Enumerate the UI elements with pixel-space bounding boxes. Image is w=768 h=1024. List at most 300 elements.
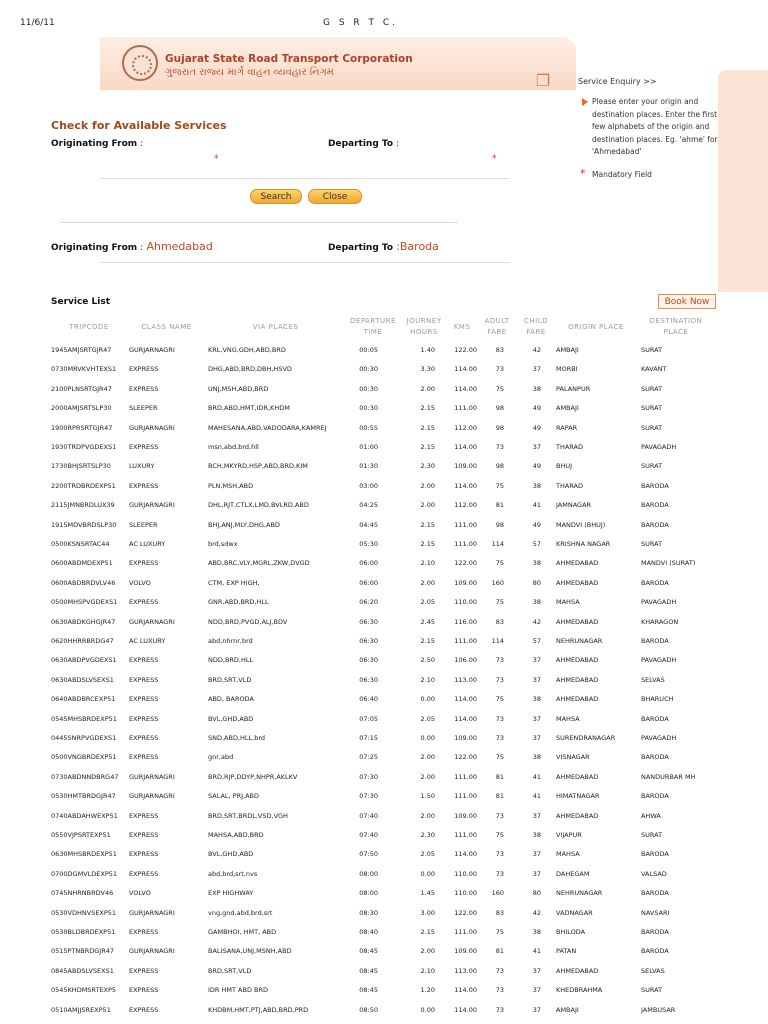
adult-fare-cell: 73 xyxy=(495,967,504,975)
departure-time-cell: 04:25 xyxy=(359,501,378,509)
selected-destination-value: :Baroda xyxy=(396,240,439,253)
origin-place-cell: RAPAR xyxy=(556,424,578,432)
child-fare-cell: 42 xyxy=(532,909,541,917)
via-places-cell: GAMBHOI, HMT, ABD xyxy=(208,928,277,936)
child-fare-cell: 37 xyxy=(532,443,541,451)
class-name-cell: EXPRESS xyxy=(129,443,159,451)
adult-fare-cell: 83 xyxy=(495,909,504,917)
adult-fare-cell: 114 xyxy=(491,637,504,645)
book-now-button[interactable]: Book Now xyxy=(658,294,716,309)
class-name-cell: SLEEPER xyxy=(129,521,158,529)
tripcode-cell[interactable]: 0740ABDAHWEXP51 xyxy=(51,812,118,820)
origin-place-cell: AHMEDABAD xyxy=(556,559,599,567)
origin-place-cell: VIJAPUR xyxy=(556,831,582,839)
tripcode-cell[interactable]: 1730BHJSRTSLP30 xyxy=(51,462,111,470)
kms-cell: 109.00 xyxy=(454,734,477,742)
class-name-cell: EXPRESS xyxy=(129,598,159,606)
tripcode-cell[interactable]: 2000AMJSRTSLP30 xyxy=(51,404,112,412)
adult-fare-cell: 81 xyxy=(495,501,504,509)
origin-place-cell: PATAN xyxy=(556,947,577,955)
journey-hours-cell: 1.50 xyxy=(420,792,435,800)
kms-cell: 110.00 xyxy=(454,870,477,878)
origin-place-cell: MAHSA xyxy=(556,850,580,858)
departure-time-cell: 05:30 xyxy=(359,540,378,548)
destination-label: Departing To : xyxy=(328,139,400,149)
departure-time-cell: 07:30 xyxy=(359,773,378,781)
tripcode-cell[interactable]: 0545MHSBRDEXP51 xyxy=(51,715,117,723)
service-list-title: Service List xyxy=(51,297,111,307)
tripcode-cell[interactable]: 2115JMNBRDLUX39 xyxy=(51,501,115,509)
via-places-cell: SALAL, PRJ,ABD xyxy=(208,792,259,800)
header-origin-place: ORIGIN PLACE xyxy=(568,323,624,331)
departure-time-cell: 08:45 xyxy=(359,967,378,975)
kms-cell: 112.00 xyxy=(454,501,477,509)
class-name-cell: GURJARNAGRI xyxy=(129,618,175,626)
tripcode-cell[interactable]: 0600ABDBRDVLV46 xyxy=(51,579,116,587)
kms-cell: 113.00 xyxy=(454,676,477,684)
origin-place-cell: KRISHNA NAGAR xyxy=(556,540,611,548)
selected-destination: Departing To :Baroda xyxy=(328,240,439,253)
class-name-cell: GURJARNAGRI xyxy=(129,346,175,354)
destination-place-cell: SELVAS xyxy=(641,676,665,684)
origin-place-cell: AHMEDABAD xyxy=(556,773,599,781)
class-name-cell: GURJARNAGRI xyxy=(129,773,175,781)
departure-time-cell: 06:00 xyxy=(359,559,378,567)
child-fare-cell: 38 xyxy=(532,831,541,839)
origin-place-cell: BHUJ xyxy=(556,462,573,470)
journey-hours-cell: 2.00 xyxy=(420,773,435,781)
class-name-cell: GURJARNAGRI xyxy=(129,424,175,432)
child-fare-cell: 38 xyxy=(532,928,541,936)
origin-place-cell: HIMATNAGAR xyxy=(556,792,600,800)
destination-place-cell: PAVAGADH xyxy=(641,656,677,664)
destination-place-cell: BARODA xyxy=(641,579,669,587)
journey-hours-cell: 2.00 xyxy=(420,947,435,955)
departure-time-cell: 08:00 xyxy=(359,870,378,878)
kms-cell: 111.00 xyxy=(454,521,477,529)
destination-place-cell: PAVAGADH xyxy=(641,734,677,742)
class-name-cell: EXPRESS xyxy=(129,831,159,839)
destination-place-cell: BARODA xyxy=(641,889,669,897)
kms-cell: 114.00 xyxy=(454,482,477,490)
via-places-cell: UNJ,MSH,ABD,BRD xyxy=(208,385,269,393)
class-name-cell: AC LUXURY xyxy=(129,637,166,645)
origin-place-cell: MAHSA xyxy=(556,715,580,723)
via-places-cell: abd,brd,srt,nvs xyxy=(208,870,258,878)
adult-fare-cell: 75 xyxy=(495,831,504,839)
header-departure-time: DEPARTURE TIME xyxy=(350,317,396,336)
mandatory-field-note: Mandatory Field xyxy=(592,170,652,179)
kms-cell: 122.00 xyxy=(454,559,477,567)
departure-time-cell: 07:40 xyxy=(359,831,378,839)
tripcode-cell[interactable]: 1945AMJSRTGJR47 xyxy=(51,346,112,354)
journey-hours-cell: 2.00 xyxy=(420,753,435,761)
journey-hours-cell: 2.15 xyxy=(420,404,435,412)
adult-fare-cell: 73 xyxy=(495,676,504,684)
origin-place-cell: AHMEDABAD xyxy=(556,618,599,626)
gsrtc-logo-icon xyxy=(122,45,158,81)
departure-time-cell: 06:30 xyxy=(359,676,378,684)
origin-place-cell: NEHRUNAGAR xyxy=(556,637,603,645)
kms-cell: 110.00 xyxy=(454,598,477,606)
kms-cell: 109.00 xyxy=(454,947,477,955)
header-adult-fare: ADULT FARE xyxy=(484,317,510,336)
origin-label: Originating From : xyxy=(51,139,144,149)
journey-hours-cell: 2.05 xyxy=(420,850,435,858)
destination-place-cell: BARODA xyxy=(641,928,669,936)
adult-fare-cell: 114 xyxy=(491,540,504,548)
departure-time-cell: 08:00 xyxy=(359,889,378,897)
via-places-cell: BRD,ABD,HMT,IDR,KHDM xyxy=(208,404,290,412)
tripcode-cell[interactable]: 0700DGMVLDEXP51 xyxy=(51,870,118,878)
tripcode-cell[interactable]: 0630ABDSLVSEXS1 xyxy=(51,676,114,684)
destination-place-cell: VALSAD xyxy=(641,870,667,878)
kms-cell: 114.00 xyxy=(454,715,477,723)
tripcode-cell[interactable]: 0515PTNBRDGJR47 xyxy=(51,947,115,955)
tripcode-cell[interactable]: 0640ABDBRCEXP51 xyxy=(51,695,116,703)
child-fare-cell: 80 xyxy=(532,889,541,897)
destination-place-cell: KHARAGON xyxy=(641,618,679,626)
child-fare-cell: 49 xyxy=(532,404,541,412)
origin-place-cell: KHEDBRAHMA xyxy=(556,986,603,994)
destination-place-cell: BARODA xyxy=(641,501,669,509)
destination-place-cell: SURAT xyxy=(641,462,663,470)
journey-hours-cell: 0.00 xyxy=(420,1006,435,1014)
tripcode-cell[interactable]: 0630ABDPVGDEXS1 xyxy=(51,656,117,664)
tripcode-cell[interactable]: 2200TRDBRDEXP51 xyxy=(51,482,116,490)
child-fare-cell: 37 xyxy=(532,870,541,878)
destination-place-cell: BARODA xyxy=(641,715,669,723)
class-name-cell: VOLVO xyxy=(129,579,151,587)
tripcode-cell[interactable]: 0845ABDSLVSEXS1 xyxy=(51,967,114,975)
adult-fare-cell: 83 xyxy=(495,346,504,354)
kms-cell: 122.00 xyxy=(454,909,477,917)
destination-place-cell: SELVAS xyxy=(641,967,665,975)
destination-place-cell: SURAT xyxy=(641,404,663,412)
destination-place-cell: SURAT xyxy=(641,986,663,994)
class-name-cell: EXPRESS xyxy=(129,928,159,936)
departure-time-cell: 01:00 xyxy=(359,443,378,451)
header-kms: KMS xyxy=(453,323,471,331)
via-places-cell: vng,gnd,abd,brd,srt xyxy=(208,909,273,917)
tripcode-cell[interactable]: 0730MRVKVHTEXS1 xyxy=(51,365,117,373)
journey-hours-cell: 2.15 xyxy=(420,443,435,451)
close-button[interactable]: Close xyxy=(308,189,362,204)
destination-place-cell: JAMBUSAR xyxy=(641,1006,676,1014)
origin-place-cell: THARAD xyxy=(556,443,584,451)
departure-time-cell: 01:30 xyxy=(359,462,378,470)
child-fare-cell: 41 xyxy=(532,773,541,781)
class-name-cell: EXPRESS xyxy=(129,850,159,858)
via-places-cell: NDD,BRD,PVGD,ALJ,BDV xyxy=(208,618,288,626)
via-places-cell: IDR HMT ABD BRD xyxy=(208,986,268,994)
journey-hours-cell: 3.00 xyxy=(420,909,435,917)
journey-hours-cell: 2.50 xyxy=(420,656,435,664)
child-fare-cell: 49 xyxy=(532,424,541,432)
journey-hours-cell: 2.15 xyxy=(420,928,435,936)
journey-hours-cell: 2.00 xyxy=(420,579,435,587)
destination-required-star: * xyxy=(492,154,497,164)
adult-fare-cell: 73 xyxy=(495,443,504,451)
header-child-fare: CHILD FARE xyxy=(523,317,548,336)
journey-hours-cell: 2.15 xyxy=(420,424,435,432)
adult-fare-cell: 73 xyxy=(495,986,504,994)
class-name-cell: VOLVO xyxy=(129,889,151,897)
class-name-cell: GURJARNAGRI xyxy=(129,792,175,800)
departure-time-cell: 06:00 xyxy=(359,579,378,587)
tripcode-cell[interactable]: 0510AMJJSREXP51 xyxy=(51,1006,111,1014)
origin-place-cell: AHMEDABAD xyxy=(556,656,599,664)
adult-fare-cell: 98 xyxy=(495,424,504,432)
via-places-cell: PLN,MSH,ABD xyxy=(208,482,254,490)
origin-place-cell: AMBAJI xyxy=(556,404,579,412)
departure-time-cell: 00:30 xyxy=(359,404,378,412)
print-title: G S R T C. xyxy=(323,18,399,28)
origin-place-cell: JAMNAGAR xyxy=(556,501,592,509)
kms-cell: 114.00 xyxy=(454,695,477,703)
journey-hours-cell: 0.00 xyxy=(420,734,435,742)
adult-fare-cell: 75 xyxy=(495,928,504,936)
origin-required-star: * xyxy=(214,154,219,164)
destination-place-cell: SURAT xyxy=(641,385,663,393)
section-divider xyxy=(60,222,458,223)
selected-origin-value: Ahmedabad xyxy=(146,240,213,253)
via-places-cell: DHG,ABD,BRD,DBH,HSVD xyxy=(208,365,292,373)
mandatory-star-icon: * xyxy=(580,167,586,180)
header-journey-hours: JOURNEY HOURS xyxy=(406,317,442,336)
child-fare-cell: 37 xyxy=(532,365,541,373)
class-name-cell: GURJARNAGRI xyxy=(129,501,175,509)
via-places-cell: abd,nhrnr,brd xyxy=(208,637,253,645)
adult-fare-cell: 75 xyxy=(495,753,504,761)
journey-hours-cell: 3.30 xyxy=(420,365,435,373)
header-tripcode: TRIPCODE xyxy=(69,323,109,331)
child-fare-cell: 49 xyxy=(532,462,541,470)
tripcode-cell[interactable]: 0600ABDMDEXP51 xyxy=(51,559,113,567)
hint-text: Please enter your origin and destination places. Enter the first few alphabets of the origin and destination places. Eg. 'ahme' for 'Ahmedabad' xyxy=(592,97,718,156)
child-fare-cell: 38 xyxy=(532,598,541,606)
departure-time-cell: 06:30 xyxy=(359,656,378,664)
class-name-cell: EXPRESS xyxy=(129,986,159,994)
class-name-cell: EXPRESS xyxy=(129,734,159,742)
origin-place-cell: AMBAJI xyxy=(556,346,579,354)
tripcode-cell[interactable]: 1915MDVBRDSLP30 xyxy=(51,521,117,529)
check-services-title: Check for Available Services xyxy=(51,119,227,132)
enquiry-box-icon: ❐ xyxy=(535,71,551,90)
tripcode-cell[interactable]: 0530BLDBRDEXP51 xyxy=(51,928,116,936)
departure-time-cell: 08:30 xyxy=(359,909,378,917)
destination-place-cell: MANDVI (SURAT) xyxy=(641,559,696,567)
origin-place-cell: BHILODA xyxy=(556,928,586,936)
class-name-cell: EXPRESS xyxy=(129,385,159,393)
destination-place-cell: BARODA xyxy=(641,482,669,490)
tripcode-cell[interactable]: 0445SNRPVGDEXS1 xyxy=(51,734,117,742)
class-name-cell: EXPRESS xyxy=(129,656,159,664)
kms-cell: 109.00 xyxy=(454,462,477,470)
origin-place-cell: MORBI xyxy=(556,365,578,373)
destination-place-cell: BARODA xyxy=(641,792,669,800)
departure-time-cell: 03:00 xyxy=(359,482,378,490)
tripcode-cell[interactable]: 0530HMTBRDGJR47 xyxy=(51,792,116,800)
origin-place-cell: SURENDRANAGAR xyxy=(556,734,616,742)
destination-place-cell: BARODA xyxy=(641,521,669,529)
adult-fare-cell: 81 xyxy=(495,773,504,781)
adult-fare-cell: 73 xyxy=(495,850,504,858)
adult-fare-cell: 83 xyxy=(495,618,504,626)
tripcode-cell[interactable]: 0630ABDKGHGJR47 xyxy=(51,618,116,626)
tripcode-cell[interactable]: 0545KHDMSRTEXP5 xyxy=(51,986,117,994)
journey-hours-cell: 2.30 xyxy=(420,831,435,839)
departure-time-cell: 04:45 xyxy=(359,521,378,529)
kms-cell: 114.00 xyxy=(454,365,477,373)
tripcode-cell[interactable]: 0730ABDNNDBRG47 xyxy=(51,773,119,781)
corporation-name-gujarati: ગુજરાત રાજ્ય માર્ગ વાહન વ્યવહાર નિગમ xyxy=(165,67,334,78)
departure-time-cell: 00:05 xyxy=(359,346,378,354)
class-name-cell: EXPRESS xyxy=(129,870,159,878)
via-places-cell: CTM, EXP HIGH, xyxy=(208,579,260,587)
child-fare-cell: 57 xyxy=(532,637,541,645)
class-name-cell: EXPRESS xyxy=(129,365,159,373)
tripcode-cell[interactable]: 1900RPRSRTGJR47 xyxy=(51,424,113,432)
departure-time-cell: 08:50 xyxy=(359,1006,378,1014)
tripcode-cell[interactable]: 0550VJPSRTEXP51 xyxy=(51,831,111,839)
destination-place-cell: SURAT xyxy=(641,540,663,548)
origin-place-cell: AHMEDABAD xyxy=(556,695,599,703)
kms-cell: 113.00 xyxy=(454,967,477,975)
class-name-cell: AC LUXURY xyxy=(129,540,166,548)
destination-place-cell: SURAT xyxy=(641,424,663,432)
sidebar-edge xyxy=(718,70,768,292)
tripcode-cell[interactable]: 0530VDHNVSEXP51 xyxy=(51,909,117,917)
destination-place-cell: BARODA xyxy=(641,947,669,955)
child-fare-cell: 37 xyxy=(532,850,541,858)
departure-time-cell: 07:15 xyxy=(359,734,378,742)
origin-place-cell: THARAD xyxy=(556,482,584,490)
kms-cell: 114.00 xyxy=(454,986,477,994)
kms-cell: 116.00 xyxy=(454,618,477,626)
child-fare-cell: 38 xyxy=(532,482,541,490)
search-button[interactable]: Search xyxy=(250,189,302,204)
origin-place-cell: AHMEDABAD xyxy=(556,579,599,587)
destination-place-cell: NANDURBAR MH xyxy=(641,773,696,781)
kms-cell: 109.00 xyxy=(454,579,477,587)
tripcode-cell[interactable]: 0500MHSPVGDEXS1 xyxy=(51,598,118,606)
journey-hours-cell: 1.20 xyxy=(420,986,435,994)
class-name-cell: EXPRESS xyxy=(129,1006,159,1014)
via-places-cell: BHJ,ANJ,MLY,DHG,ABD xyxy=(208,521,280,529)
kms-cell: 111.00 xyxy=(454,831,477,839)
journey-hours-cell: 2.00 xyxy=(420,482,435,490)
child-fare-cell: 37 xyxy=(532,734,541,742)
kms-cell: 114.00 xyxy=(454,850,477,858)
journey-hours-cell: 2.00 xyxy=(420,385,435,393)
journey-hours-cell: 2.00 xyxy=(420,501,435,509)
kms-cell: 111.00 xyxy=(454,928,477,936)
origin-place-cell: MAHSA xyxy=(556,598,580,606)
adult-fare-cell: 73 xyxy=(495,715,504,723)
tripcode-cell[interactable]: 0620HHRRBRDG47 xyxy=(51,637,114,645)
journey-hours-cell: 2.05 xyxy=(420,715,435,723)
class-name-cell: GURJARNAGRI xyxy=(129,909,175,917)
destination-place-cell: NAVSARI xyxy=(641,909,670,917)
departure-time-cell: 08:45 xyxy=(359,986,378,994)
departure-time-cell: 00:55 xyxy=(359,424,378,432)
via-places-cell: BCH,MKYRD,HSP,ABD,BRD,KIM xyxy=(208,462,308,470)
print-date: 11/6/11 xyxy=(20,18,55,28)
journey-hours-cell: 2.10 xyxy=(420,676,435,684)
class-name-cell: EXPRESS xyxy=(129,967,159,975)
journey-hours-cell: 2.15 xyxy=(420,540,435,548)
hint-arrow-icon xyxy=(582,98,588,106)
kms-cell: 122.00 xyxy=(454,346,477,354)
departure-time-cell: 07:05 xyxy=(359,715,378,723)
departure-time-cell: 06:30 xyxy=(359,618,378,626)
departure-time-cell: 06:30 xyxy=(359,637,378,645)
kms-cell: 111.00 xyxy=(454,637,477,645)
via-places-cell: ABD, BARODA xyxy=(208,695,254,703)
destination-place-cell: PAVAGADH xyxy=(641,598,677,606)
adult-fare-cell: 75 xyxy=(495,598,504,606)
departure-time-cell: 06:20 xyxy=(359,598,378,606)
journey-hours-cell: 2.30 xyxy=(420,462,435,470)
origin-place-cell: AHMEDABAD xyxy=(556,812,599,820)
tripcode-cell[interactable]: 0500VNGBRDEXP51 xyxy=(51,753,117,761)
result-divider xyxy=(100,262,510,263)
adult-fare-cell: 73 xyxy=(495,812,504,820)
service-enquiry-link[interactable]: Service Enquiry >> xyxy=(578,77,657,86)
child-fare-cell: 41 xyxy=(532,792,541,800)
tripcode-cell[interactable]: 0500KSNSRTAC44 xyxy=(51,540,110,548)
origin-place-cell: AMBAJI xyxy=(556,1006,579,1014)
class-name-cell: EXPRESS xyxy=(129,482,159,490)
header-destination-place: DESTINATION PLACE xyxy=(649,317,703,336)
origin-place-cell: NEHRUNAGAR xyxy=(556,889,603,897)
via-places-cell: BRD,SRT,VLD xyxy=(208,676,252,684)
header-class-name: CLASS NAME xyxy=(141,323,192,331)
class-name-cell: EXPRESS xyxy=(129,715,159,723)
adult-fare-cell: 81 xyxy=(495,792,504,800)
via-places-cell: EXP HIGHWAY xyxy=(208,889,254,897)
origin-place-cell: PALANPUR xyxy=(556,385,591,393)
kms-cell: 122.00 xyxy=(454,753,477,761)
journey-hours-cell: 2.10 xyxy=(420,967,435,975)
destination-place-cell: PAVAGADH xyxy=(641,443,677,451)
journey-hours-cell: 1.45 xyxy=(420,889,435,897)
kms-cell: 106.00 xyxy=(454,656,477,664)
origin-place-cell: VADNAGAR xyxy=(556,909,593,917)
tripcode-cell[interactable]: 1930TRDPVGDEXS1 xyxy=(51,443,117,451)
child-fare-cell: 38 xyxy=(532,385,541,393)
adult-fare-cell: 75 xyxy=(495,482,504,490)
journey-hours-cell: 2.00 xyxy=(420,812,435,820)
child-fare-cell: 37 xyxy=(532,967,541,975)
adult-fare-cell: 75 xyxy=(495,385,504,393)
adult-fare-cell: 98 xyxy=(495,462,504,470)
departure-time-cell: 06:40 xyxy=(359,695,378,703)
destination-place-cell: SURAT xyxy=(641,346,663,354)
kms-cell: 114.00 xyxy=(454,443,477,451)
via-places-cell: BRD,SRT,BRDL,VSD,VGH xyxy=(208,812,288,820)
kms-cell: 109.00 xyxy=(454,812,477,820)
tripcode-cell[interactable]: 2100PLNSRTGJR47 xyxy=(51,385,112,393)
child-fare-cell: 41 xyxy=(532,947,541,955)
tripcode-cell[interactable]: 0630MHSBRDEXP51 xyxy=(51,850,117,858)
tripcode-cell[interactable]: 0745NHRNBRDV46 xyxy=(51,889,114,897)
corporation-name: Gujarat State Road Transport Corporation xyxy=(165,53,413,65)
journey-hours-cell: 0.00 xyxy=(420,870,435,878)
kms-cell: 111.00 xyxy=(454,540,477,548)
via-places-cell: DHL,RJT,CTLX,LMD,BVLRD,ABD xyxy=(208,501,309,509)
